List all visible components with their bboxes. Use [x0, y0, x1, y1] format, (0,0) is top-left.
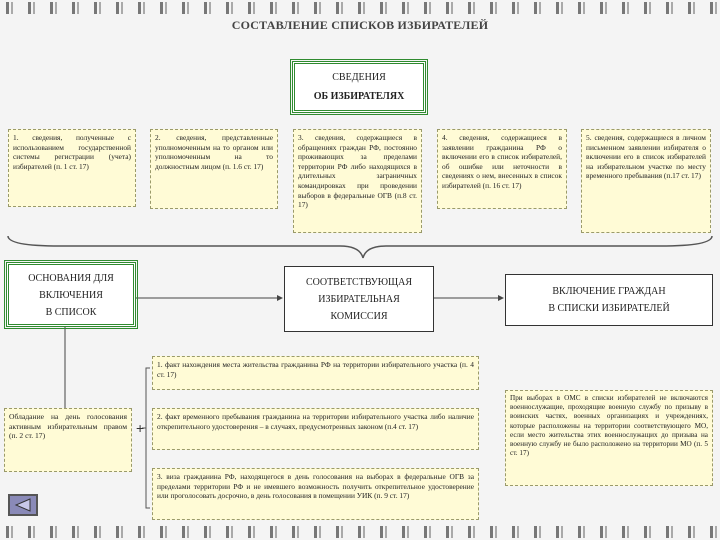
voter-info-box — [292, 61, 426, 113]
grounds-box — [6, 262, 136, 327]
grounds-line1: ОСНОВАНИЯ ДЛЯ — [28, 273, 114, 284]
condition-box-2: 2. факт временного пребывания гражданина на территории избирательного участка либо наличие открепительного удостоверения – в случаях, предусмотренных законом (п.4 ст. 17) — [152, 408, 479, 450]
commission-line2: ИЗБИРАТЕЛЬНАЯ — [318, 293, 400, 305]
source-box-2: 2. сведения, представленные уполномоченным на то органом или уполномоченным на то должностным лицом (п. 1.6 ст. 17) — [150, 129, 278, 209]
page-title: СОСТАВЛЕНИЕ СПИСКОВ ИЗБИРАТЕЛЕЙ — [231, 18, 489, 32]
grounds-line3: В СПИСОК — [45, 307, 97, 318]
condition-box-1: 1. факт нахождения места жительства гражданина РФ на территории избирательного участка (п. 4 ст. 17) — [152, 356, 479, 390]
source-box-3: 3. сведения, содержащиеся в обращениях граждан РФ, постоянно проживающих за пределами территории РФ либо находящихся в длительных заграничных командировках при проведении выборов в федеральные ОГВ (п.8 ст. 17) — [293, 129, 422, 233]
conditions-bracket — [146, 368, 150, 508]
commission-line1: СООТВЕТСТВУЮЩАЯ — [305, 276, 413, 288]
sources-brace — [8, 236, 712, 258]
inclusion-box — [505, 274, 713, 326]
source-box-5: 5. сведения, содержащиеся в личном письменном заявлении избирателя о включении его в список избирателей на избирательном участке по месту временного пребывания (п.17 ст. 17) — [581, 129, 711, 233]
grounds-line2: ВКЛЮЧЕНИЯ — [39, 290, 103, 301]
mo-note-box: При выборах в ОМС в списки избирателей не включаются военнослужащие, проходящие военную службу по призыву в воинских частях, военных организациях и учреждениях, которые расположены на территории соответствующего МО, если место жительства этих военнослужащих до призыва на военную службу не было расположено на территории МО (п. 5 ст. 17) — [505, 390, 713, 486]
inclusion-line1: ВКЛЮЧЕНИЕ ГРАЖДАН — [552, 286, 666, 297]
back-button[interactable] — [8, 494, 38, 516]
commission-line3: КОМИССИЯ — [330, 310, 388, 322]
voter-info-line1: СВЕДЕНИЯ — [332, 72, 386, 83]
condition-box-3: 3. виза гражданина РФ, находящегося в день голосования на выборах в федеральные ОГВ за пределами территории РФ и не имевшего возможность получить открепительное удостоверение или проголосовать досрочно, в день голосования в помещении УИК (п. 9 ст. 17) — [152, 468, 479, 520]
plus-sign: + — [136, 420, 145, 436]
inclusion-line2: В СПИСКИ ИЗБИРАТЕЛЕЙ — [548, 303, 670, 314]
source-box-1: 1. сведения, полученные с использованием государственной системы регистрации (учета) избирателей (п. 1 ст. 17) — [8, 129, 136, 207]
source-box-4: 4. сведения, содержащиеся в заявлении гражданина РФ о включении его в список избирателей, об ошибке или неточности в сведениях о нем, внесенных в список избирателей (п. 16 ст. 17) — [437, 129, 567, 209]
active-right-box: Обладание на день голосования активным избирательным правом (п. 2 ст. 17) — [4, 408, 132, 472]
commission-box — [284, 266, 434, 332]
triangle-left-icon — [14, 498, 32, 512]
voter-info-line2: ОБ ИЗБИРАТЕЛЯХ — [313, 91, 405, 102]
